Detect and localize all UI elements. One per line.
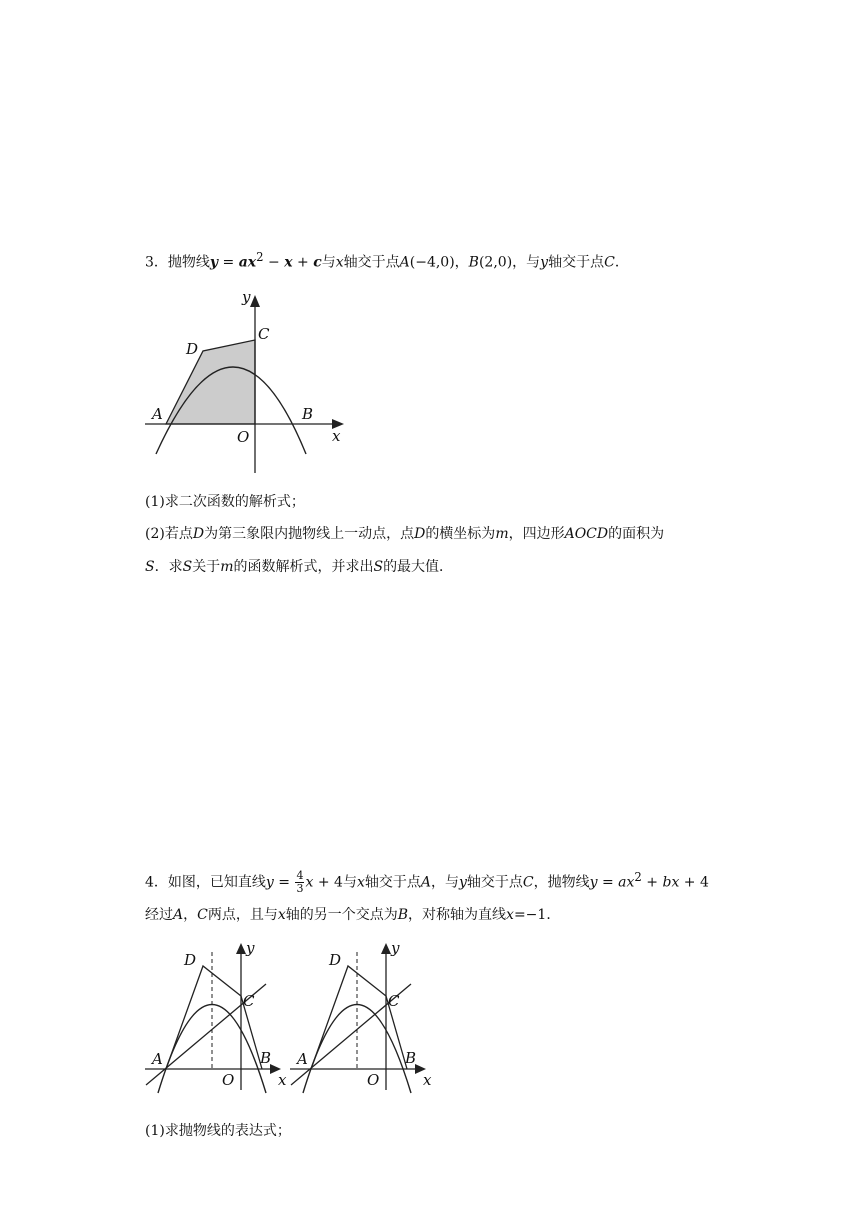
label-y: y bbox=[246, 939, 255, 957]
problem-3-statement: 3．抛物线$y = ax^2 - x + c$与x轴交于点A(−4,0)，B(2,0)，与y轴交于点C． bbox=[145, 250, 629, 271]
problem-4-question-1: (1)求抛物线的表达式； bbox=[145, 1123, 291, 1139]
label-y: y bbox=[242, 288, 251, 306]
shaded-quadrilateral-aocd bbox=[166, 340, 255, 424]
label-a: A bbox=[297, 1050, 308, 1068]
label-o: O bbox=[237, 428, 250, 446]
label-x: x bbox=[278, 1071, 287, 1089]
quadrilateral-adcb bbox=[311, 966, 407, 1069]
label-x: x bbox=[332, 427, 341, 445]
fraction-4-3: $\frac{4}{3}$ bbox=[296, 869, 304, 896]
label-b: B bbox=[405, 1049, 417, 1067]
label-x: x bbox=[423, 1071, 432, 1089]
label-o: O bbox=[222, 1071, 235, 1089]
problem-number: 3． bbox=[145, 254, 168, 271]
problem-4-statement-line-1: 4．如图，已知直线y = $\frac{4}{3}$ x + 4与x轴交于点A，与y轴交于点C，抛物线$y = ax^2$ + bx + 4 bbox=[145, 869, 709, 896]
label-d: D bbox=[329, 951, 342, 969]
problem-4-statement-line-2: 经过A，C两点，且与x轴的另一个交点为B，对称轴为直线x=−1． bbox=[145, 907, 561, 923]
y-axis-arrow bbox=[250, 295, 260, 307]
label-c: C bbox=[388, 992, 400, 1010]
y-axis-arrow bbox=[381, 943, 391, 954]
label-c: C bbox=[243, 992, 255, 1010]
quadrilateral-adcb bbox=[166, 966, 262, 1069]
label-a: A bbox=[152, 1050, 163, 1068]
label-b: B bbox=[302, 405, 314, 423]
y-axis-arrow bbox=[236, 943, 246, 954]
label-d: D bbox=[184, 951, 197, 969]
problem-3-question-2-line-2: S．求S关于m的函数解析式，并求出S的最大值． bbox=[145, 559, 454, 575]
problem-4-figure-1 bbox=[140, 938, 300, 1093]
label-a: A bbox=[152, 405, 163, 423]
label-o: O bbox=[367, 1071, 380, 1089]
problem-3-question-1: (1)求二次函数的解析式； bbox=[145, 494, 305, 510]
problem-number: 4． bbox=[145, 874, 168, 891]
label-d: D bbox=[186, 340, 199, 358]
label-y: y bbox=[391, 939, 400, 957]
problem-3-question-2-line-1: (2)若点D为第三象限内抛物线上一动点，点D的横坐标为m，四边形AOCD的面积为 bbox=[145, 526, 665, 542]
label-b: B bbox=[260, 1049, 272, 1067]
label-c: C bbox=[258, 325, 270, 343]
problem-3-figure bbox=[140, 285, 360, 480]
problem-4-figure-2 bbox=[285, 938, 445, 1093]
